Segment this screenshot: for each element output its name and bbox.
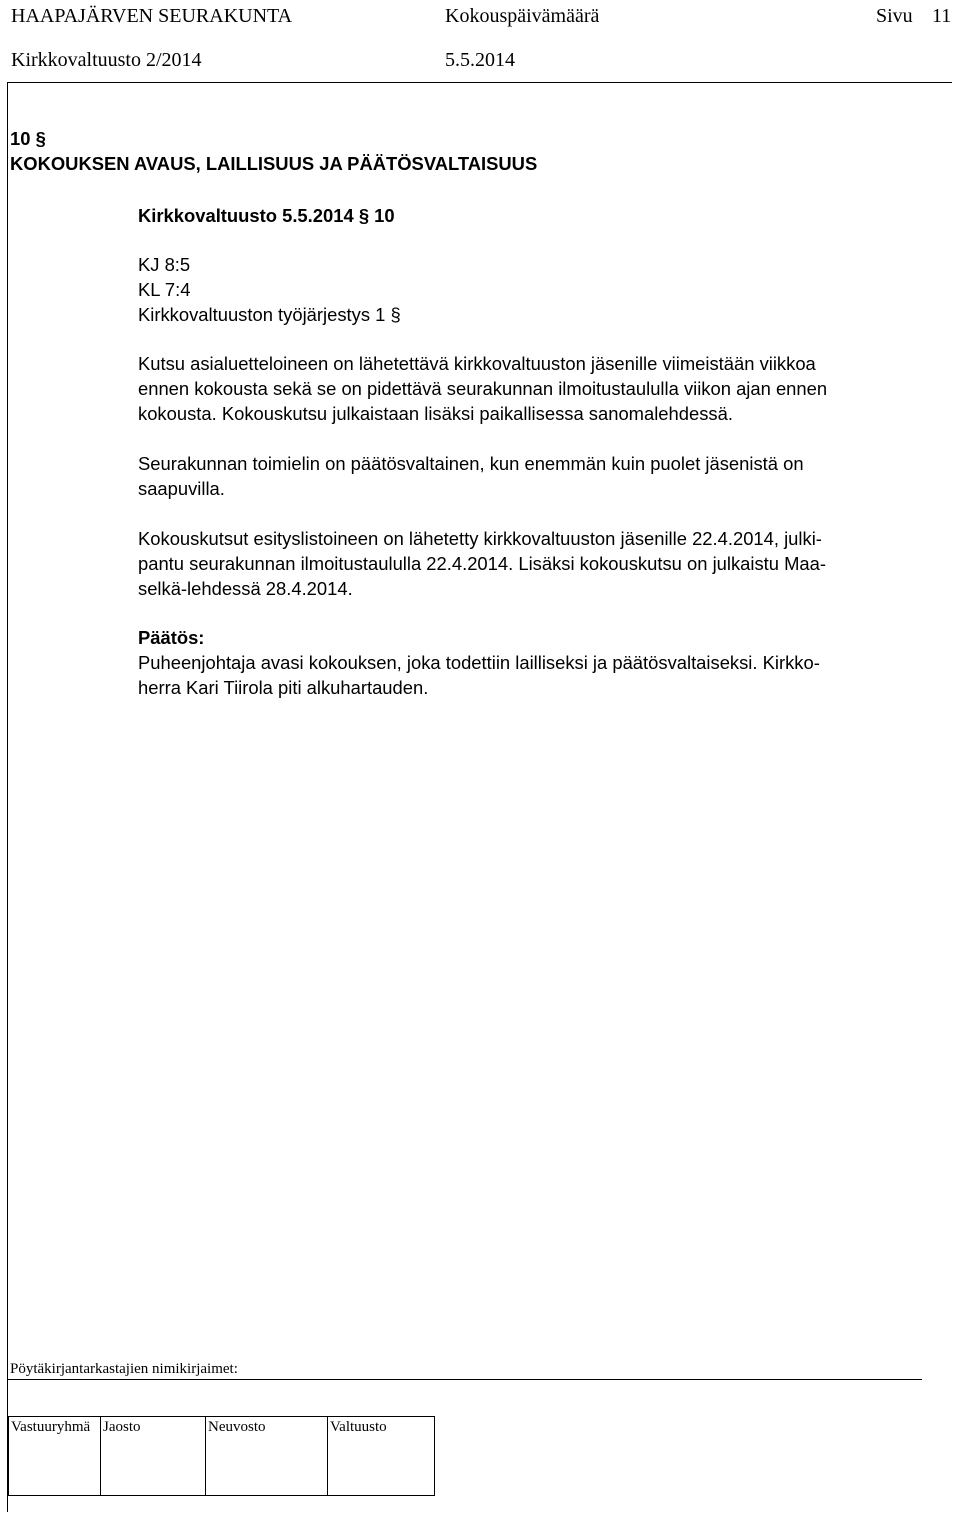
column-label: Neuvosto [208,1419,266,1435]
paragraph-line: selkä-lehdessä 28.4.2014. [138,578,353,599]
signature-line [8,1379,922,1380]
meeting-body: Kirkkovaltuusto 2/2014 [11,49,202,71]
page-label: Sivu [876,5,913,27]
paragraph-line: Kutsu asialuetteloineen on lähetettävä kirkkovaltuuston jäsenille viimeistään viikkoa [138,353,816,374]
paragraph-line: Seurakunnan toimielin on päätösvaltainen, kun enemmän kuin puolet jäsenistä on [138,453,804,474]
section-number: 10 [10,128,31,149]
section-title: KOKOUKSEN AVAUS, LAILLISUUS JA PÄÄTÖSVALTAISUUS [10,153,538,174]
paragraph-line: pantu seurakunnan ilmoitustaululla 22.4.2014. Lisäksi kokouskutsu on julkaistu Maa- [138,553,827,574]
initials-cell-jaosto [101,1417,206,1496]
page-number: 11 [932,5,952,27]
initials-cell-neuvosto [206,1417,328,1496]
decision-label: Päätös: [138,627,205,648]
section-sign: § [390,304,401,325]
section-sign: § [35,128,46,149]
section-reference: Kirkkovaltuusto 5.5.2014 [138,205,354,226]
legal-ref-line [138,302,401,328]
legal-ref: KJ 8:5 [138,254,191,275]
header-rule [8,82,952,83]
section-reference-number: 10 [374,205,395,226]
meeting-date: 5.5.2014 [445,49,515,71]
left-margin-rule [7,82,8,1512]
column-label: Jaosto [103,1419,141,1435]
section-number-line [10,126,46,152]
signature-label: Pöytäkirjantarkastajien nimikirjaimet: [10,1361,238,1377]
initials-cell-valtuusto [328,1417,435,1496]
organization-name: HAAPAJÄRVEN SEURAKUNTA [11,5,293,27]
legal-ref: Kirkkovaltuuston työjärjestys 1 [138,304,386,325]
paragraph-line: ennen kokousta sekä se on pidettävä seurakunnan ilmoitustaululla viikon ajan ennen [138,378,828,399]
section-sign: § [358,205,370,226]
initials-cell-vastuuryhma [9,1417,101,1496]
paragraph-line: Kokouskutsut esityslistoineen on lähetetty kirkkovaltuuston jäsenille 22.4.2014, julki- [138,528,822,549]
column-label: Vastuuryhmä [11,1419,91,1435]
decision-line: Puheenjohtaja avasi kokouksen, joka todettiin lailliseksi ja päätösvaltaiseksi. Kirkko- [138,652,820,673]
legal-ref: KL 7:4 [138,279,191,300]
section-reference-line [138,203,395,229]
column-label: Valtuusto [330,1419,387,1435]
paragraph-line: saapuvilla. [138,478,225,499]
initials-table [8,1416,435,1496]
meeting-date-label: Kokouspäivämäärä [445,5,600,27]
decision-line: herra Kari Tiirola piti alkuhartauden. [138,677,429,698]
paragraph-line: kokousta. Kokouskutsu julkaistaan lisäksi paikallisessa sanomalehdessä. [138,403,733,424]
